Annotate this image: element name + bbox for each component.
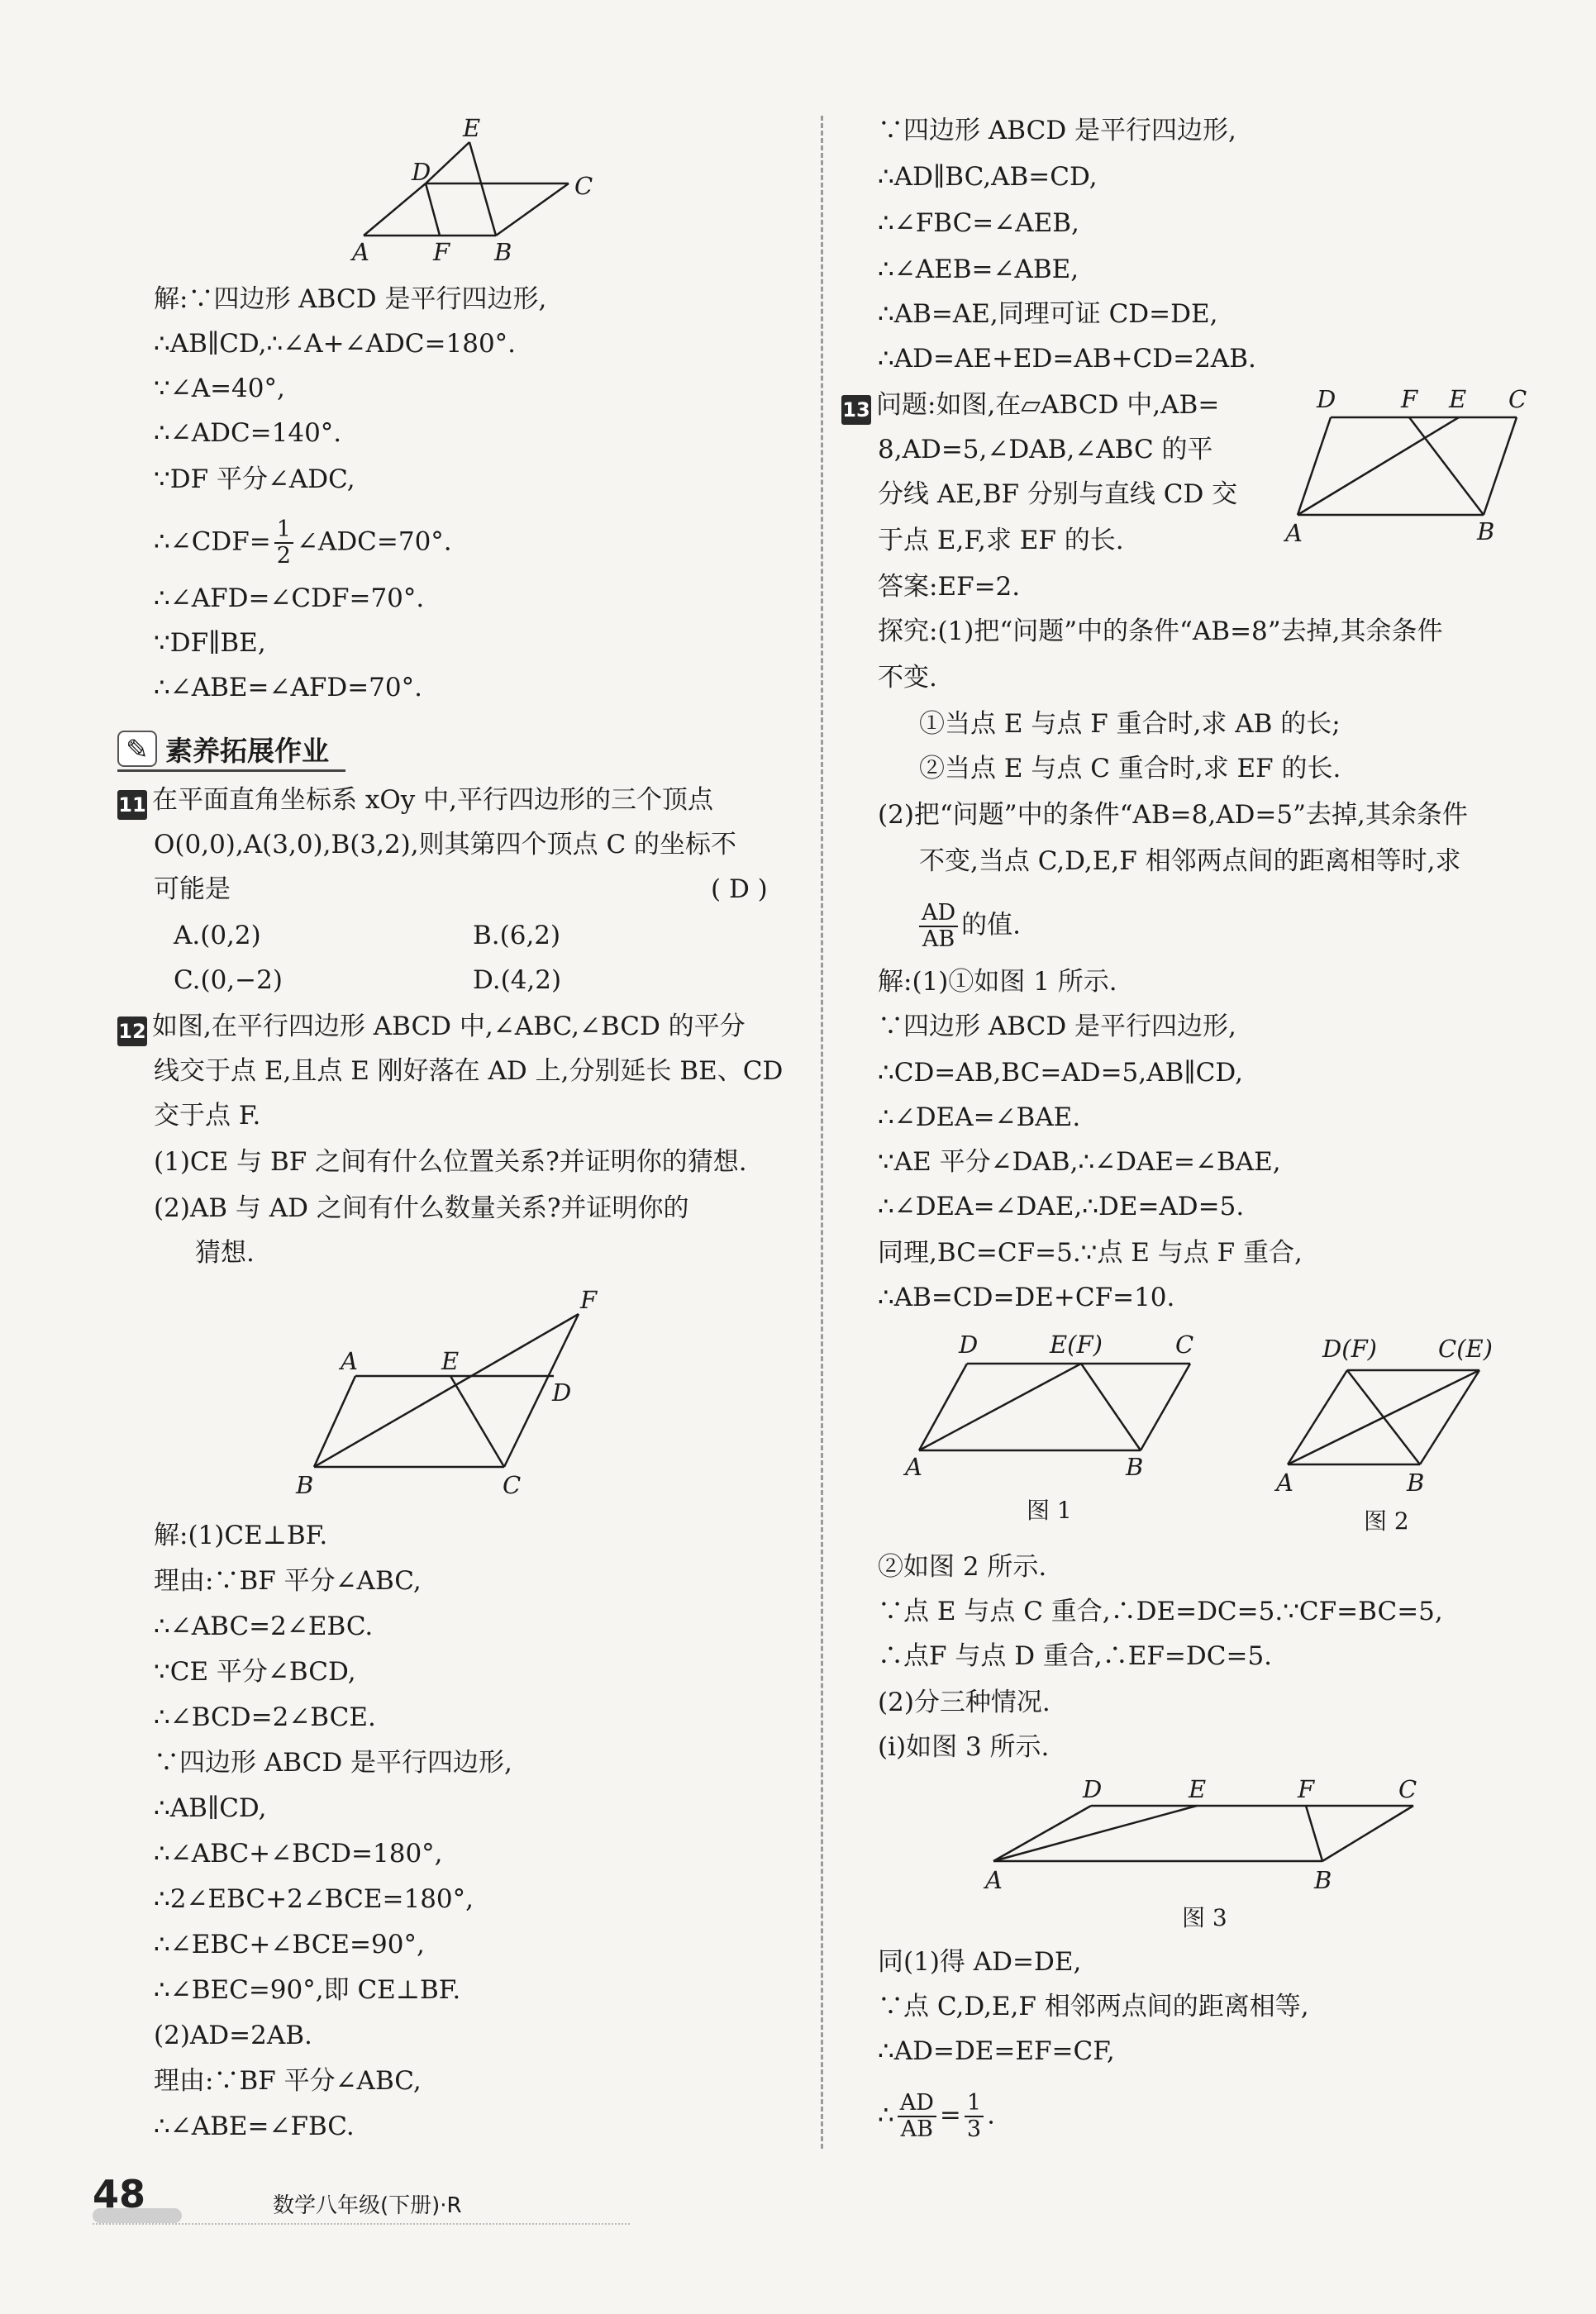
q12-line-3: 交于点 F. <box>154 1101 261 1131</box>
label-B: B <box>1126 1453 1144 1481</box>
sol13b-line-4: (2)分三种情况. <box>878 1688 1051 1717</box>
sol13-line-7: 同理,BC=CF=5.∵点 E 与点 F 重合, <box>878 1238 1303 1268</box>
sol12-line-14: ∴∠ABE=∠FBC. <box>154 2112 355 2141</box>
cont-line-2: ∴AD∥BC,AB=CD, <box>878 162 1098 192</box>
sol-prev-line-7: ∴∠AFD=∠CDF=70°. <box>154 583 425 613</box>
q12-sub2a: (2)AB 与 AD 之间有什么数量关系?并证明你的 <box>154 1193 689 1223</box>
sol-prev-line-8: ∵DF∥BE, <box>154 628 266 658</box>
q12-sub1: (1)CE 与 BF 之间有什么位置关系?并证明你的猜想. <box>154 1147 747 1177</box>
sol-prev-line-4: ∴∠ADC=140°. <box>154 418 342 448</box>
fig1-caption: 图 1 <box>1027 1497 1072 1524</box>
cont-line-1: ∵四边形 ABCD 是平行四边形, <box>878 116 1236 145</box>
sol12-line-8: ∴∠ABC+∠BCD=180°, <box>154 1839 443 1869</box>
label-E: E <box>1189 1775 1207 1803</box>
label-B: B <box>296 1471 314 1499</box>
fig3-caption: 图 3 <box>1182 1904 1227 1931</box>
label-D: D <box>552 1378 572 1407</box>
label-C: C <box>1398 1775 1417 1803</box>
pencil-icon: ✎ <box>117 731 157 767</box>
label-C: C <box>574 172 593 200</box>
sol-prev-line-3: ∵∠A=40°, <box>154 374 285 403</box>
label-DF: D(F) <box>1322 1335 1378 1363</box>
q11-line-1: 11 在平面直角坐标系 xOy 中,平行四边形的三个顶点 <box>117 783 713 820</box>
label-A: A <box>985 1866 1003 1894</box>
column-divider <box>821 116 823 2149</box>
q11-line-3: 可能是 <box>154 874 231 904</box>
label-F: F <box>433 238 450 266</box>
q13-explore: 探究:(1)把“问题”中的条件“AB=8”去掉,其余条件 <box>878 617 1443 646</box>
q11-option-a: A.(0,2) <box>174 921 261 950</box>
sol12-line-7: ∴AB∥CD, <box>154 1793 267 1823</box>
label-F: F <box>1401 385 1418 413</box>
sol-prev-line-2: ∴AB∥CD,∴∠A+∠ADC=180°. <box>154 329 517 359</box>
q13-line-2: 8,AD=5,∠DAB,∠ABC 的平 <box>878 435 1213 464</box>
sol13c-line-2: ∵点 C,D,E,F 相邻两点间的距离相等, <box>878 1992 1309 2021</box>
cont-line-6: ∴AD=AE+ED=AB+CD=2AB. <box>878 344 1256 374</box>
q13-line-4: 于点 E,F,求 EF 的长. <box>878 526 1124 555</box>
q11-option-c: C.(0,−2) <box>174 965 283 995</box>
section-header <box>117 726 329 772</box>
sol13b-line-1: ②如图 2 所示. <box>878 1552 1047 1582</box>
cont-line-3: ∴∠FBC=∠AEB, <box>878 208 1079 238</box>
q11-option-d: D.(4,2) <box>473 965 562 995</box>
sol13-line-2: ∵四边形 ABCD 是平行四边形, <box>878 1012 1236 1041</box>
sol13c-final: ∴ $\frac{AD}{AB}$ = $\frac{1}{3}$ . <box>878 2090 995 2142</box>
sol12-line-6: ∵四边形 ABCD 是平行四边形, <box>154 1748 512 1778</box>
sol12-line-10: ∴∠EBC+∠BCE=90°, <box>154 1930 425 1959</box>
label-C: C <box>1508 385 1527 413</box>
label-A: A <box>905 1453 922 1481</box>
cont-line-5: ∴AB=AE,同理可证 CD=DE, <box>878 299 1218 329</box>
label-A: A <box>1276 1469 1293 1497</box>
q13-e1: ①当点 E 与点 F 重合时,求 AB 的长; <box>919 709 1341 739</box>
label-CE: C(E) <box>1438 1335 1493 1363</box>
label-A: A <box>1285 519 1303 547</box>
sol12-line-5: ∴∠BCD=2∠BCE. <box>154 1702 376 1732</box>
label-C: C <box>503 1471 522 1499</box>
label-A: A <box>341 1347 358 1375</box>
sol-prev-line-1: 解:∵四边形 ABCD 是平行四边形, <box>154 284 547 314</box>
sol12-line-12: (2)AD=2AB. <box>154 2021 312 2050</box>
sol12-line-4: ∵CE 平分∠BCD, <box>154 1657 356 1687</box>
figure-q12 <box>289 1277 620 1508</box>
page-number: 48 <box>93 2172 146 2216</box>
q13-line-1: 13 问题:如图,在▱ABCD 中,AB= <box>841 388 1219 425</box>
sol13-line-3: ∴CD=AB,BC=AD=5,AB∥CD, <box>878 1058 1243 1088</box>
sol13-line-1: 解:(1)①如图 1 所示. <box>878 967 1117 997</box>
figure-1 <box>901 1326 1215 1525</box>
fraction-ad-ab-final: $\frac{AD}{AB}$ <box>898 2091 936 2142</box>
sol12-line-9: ∴2∠EBC+2∠BCE=180°, <box>154 1884 474 1914</box>
q12-number: 12 <box>117 1017 147 1046</box>
sol13-line-8: ∴AB=CD=DE+CF=10. <box>878 1283 1175 1312</box>
label-E: E <box>463 114 481 142</box>
q13-answer: 答案:EF=2. <box>878 572 1021 602</box>
label-B: B <box>494 238 512 266</box>
q13-p2c: $\frac{AD}{AB}$ 的值. <box>916 901 1021 952</box>
sol12-line-3: ∴∠ABC=2∠EBC. <box>154 1612 374 1641</box>
sol12-line-13: 理由:∵BF 平分∠ABC, <box>154 2066 422 2096</box>
q13-line-3: 分线 AE,BF 分别与直线 CD 交 <box>878 479 1238 509</box>
figure-2 <box>1273 1331 1513 1537</box>
q13-explore-2: 不变. <box>878 663 937 693</box>
cont-line-4: ∴∠AEB=∠ABE, <box>878 255 1079 284</box>
fraction-one-third: $\frac{1}{3}$ <box>965 2091 984 2142</box>
sol-prev-line-9: ∴∠ABE=∠AFD=70°. <box>154 673 422 702</box>
sol13c-line-1: 同(1)得 AD=DE, <box>878 1947 1082 1977</box>
label-B: B <box>1477 517 1495 545</box>
footer-rule <box>93 2223 630 2225</box>
figure-parallelogram-top <box>347 116 612 264</box>
sol13-line-4: ∴∠DEA=∠BAE. <box>878 1102 1081 1132</box>
section-title: 素养拓展作业 <box>165 734 329 767</box>
label-A: A <box>352 238 369 266</box>
label-C: C <box>1175 1331 1194 1359</box>
figure-q13 <box>1285 384 1566 550</box>
label-E: E <box>1449 385 1467 413</box>
sol12-line-11: ∴∠BEC=90°,即 CE⊥BF. <box>154 1975 461 2005</box>
label-F: F <box>580 1286 598 1314</box>
sol-prev-line-6: ∴∠CDF= $\frac{1}{2}$ ∠ADC=70°. <box>154 517 452 569</box>
sol13b-line-5: (i)如图 3 所示. <box>878 1732 1050 1762</box>
q13-p2b: 不变,当点 C,D,E,F 相邻两点间的距离相等时,求 <box>919 846 1461 876</box>
label-B: B <box>1314 1866 1332 1894</box>
label-F: F <box>1298 1775 1315 1803</box>
label-D: D <box>412 158 431 186</box>
q12-sub2b: 猜想. <box>195 1238 255 1268</box>
label-EF: E(F) <box>1050 1331 1103 1359</box>
q11-option-b: B.(6,2) <box>473 921 561 950</box>
book-title: 数学八年级(下册)·R <box>273 2193 462 2218</box>
q11-number: 11 <box>117 790 147 820</box>
sol13-line-5: ∵AE 平分∠DAB,∴∠DAE=∠BAE, <box>878 1147 1281 1177</box>
label-D: D <box>1317 385 1336 413</box>
sol13-line-6: ∴∠DEA=∠DAE,∴DE=AD=5. <box>878 1192 1245 1221</box>
sol-prev-line-5: ∵DF 平分∠ADC, <box>154 464 355 494</box>
sol12-line-2: 理由:∵BF 平分∠ABC, <box>154 1566 422 1596</box>
sol13b-line-2: ∵点 E 与点 C 重合,∴DE=DC=5.∵CF=BC=5, <box>878 1597 1443 1626</box>
label-D: D <box>1083 1775 1103 1803</box>
figure-3 <box>975 1769 1438 1934</box>
sol13b-line-3: ∴点F 与点 D 重合,∴EF=DC=5. <box>878 1641 1273 1671</box>
q11-answer: ( D ) <box>711 874 768 904</box>
q12-line-2: 线交于点 E,且点 E 刚好落在 AD 上,分别延长 BE、CD <box>154 1056 784 1086</box>
q11-line-2: O(0,0),A(3,0),B(3,2),则其第四个顶点 C 的坐标不 <box>154 830 737 859</box>
label-B: B <box>1407 1469 1425 1497</box>
sol13c-line-3: ∴AD=DE=EF=CF, <box>878 2036 1115 2066</box>
q13-p2a: (2)把“问题”中的条件“AB=8,AD=5”去掉,其余条件 <box>878 800 1468 830</box>
label-E: E <box>441 1347 460 1375</box>
q13-e2: ②当点 E 与点 C 重合时,求 EF 的长. <box>919 754 1341 783</box>
q12-line-1: 12 如图,在平行四边形 ABCD 中,∠ABC,∠BCD 的平分 <box>117 1010 746 1046</box>
q13-number: 13 <box>841 395 871 425</box>
fig2-caption: 图 2 <box>1364 1507 1409 1535</box>
label-D: D <box>959 1331 979 1359</box>
sol12-line-1: 解:(1)CE⊥BF. <box>154 1521 328 1550</box>
fraction-half: $\frac{1}{2}$ <box>274 517 293 569</box>
fraction-ad-ab: $\frac{AD}{AB}$ <box>919 901 958 952</box>
